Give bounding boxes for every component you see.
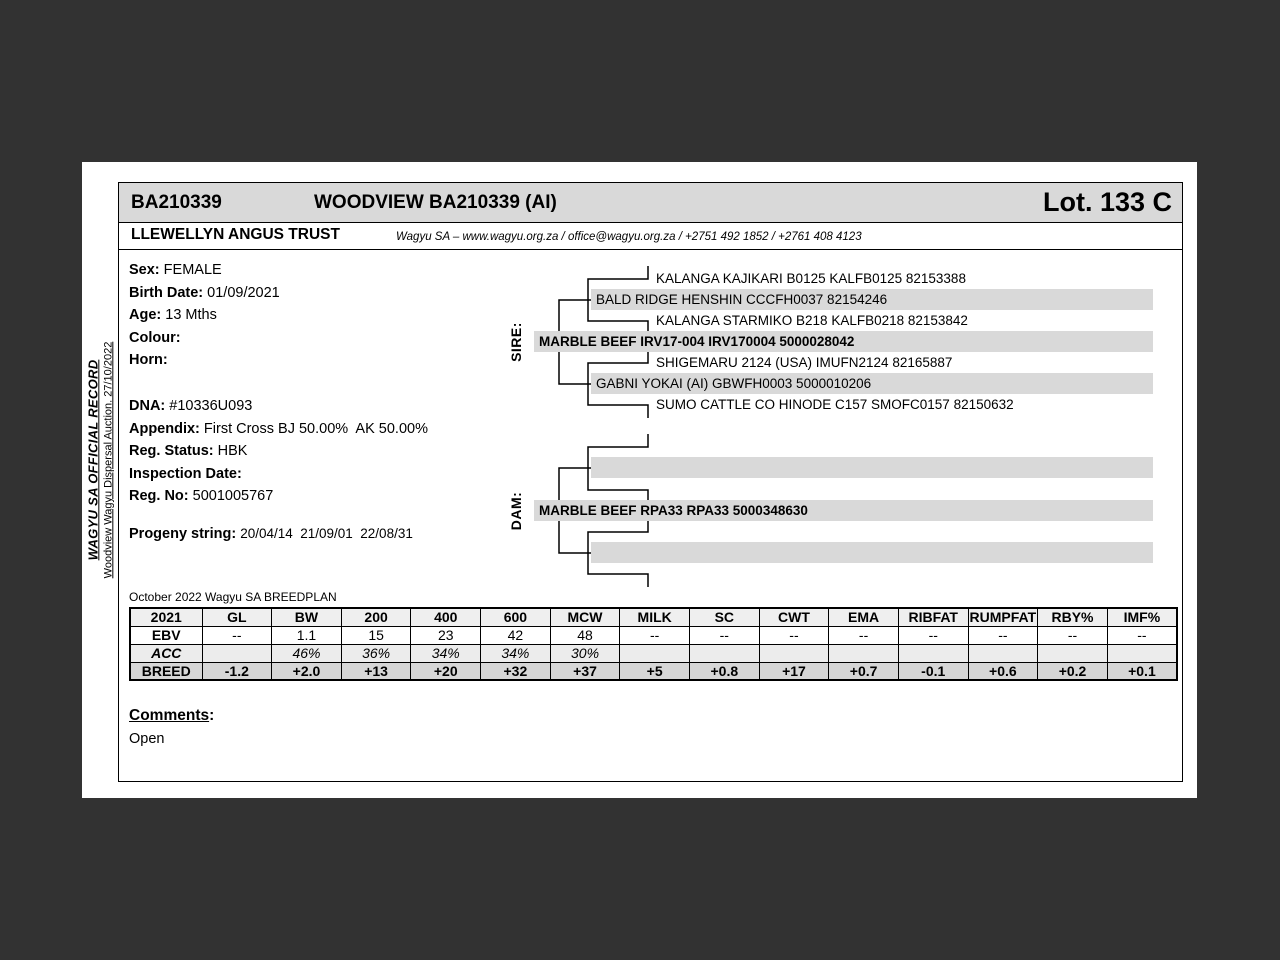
column-header: 600 [481, 608, 551, 626]
detail-line-age [129, 304, 529, 327]
table-cell: +32 [481, 662, 551, 680]
detail-line-regno [129, 485, 529, 508]
table-cell: +0.1 [1107, 662, 1177, 680]
breedplan-row-breed [130, 662, 1177, 680]
column-header: RBY% [1038, 608, 1108, 626]
sidebar-vertical-text [82, 162, 118, 758]
comments-heading [129, 707, 214, 725]
table-cell: 34% [411, 644, 481, 662]
breedplan-row-ebv [130, 626, 1177, 644]
table-cell [1107, 644, 1177, 662]
comments-colon: : [209, 707, 215, 724]
table-cell [968, 644, 1038, 662]
animal-id: BA210339 [131, 191, 222, 213]
table-cell: +2.0 [272, 662, 342, 680]
column-header: 400 [411, 608, 481, 626]
table-cell: +0.6 [968, 662, 1038, 680]
detail-label: Horn: [129, 352, 168, 369]
breedplan-row-acc [130, 644, 1177, 662]
details-spacer [129, 508, 529, 523]
breeder-name: LLEWELLYN ANGUS TRUST [131, 226, 340, 243]
detail-label: Reg. Status: [129, 443, 214, 460]
detail-label: Sex: [129, 262, 160, 278]
breedplan-table [129, 607, 1178, 681]
detail-value: FEMALE [163, 262, 222, 278]
org-contact: Wagyu SA – www.wagyu.org.za / office@wagyu.org.za / +2751 492 1852 / +2761 408 4123 [396, 231, 862, 243]
column-header: IMF% [1107, 608, 1177, 626]
detail-line-dna [129, 395, 529, 418]
sidebar-subtitle: Woodview Wagyu Dispersal Auction. 27/10/2022 [102, 341, 115, 579]
table-cell: -1.2 [202, 662, 272, 680]
detail-line-regstatus [129, 440, 529, 463]
column-header: BW [272, 608, 342, 626]
table-cell: +17 [759, 662, 829, 680]
detail-label: Inspection Date: [129, 465, 242, 482]
table-cell: -- [689, 626, 759, 644]
detail-line-progeny [129, 523, 529, 546]
table-cell: 34% [481, 644, 551, 662]
detail-label: DNA: [129, 397, 166, 414]
sire-label: SIRE: [508, 322, 524, 362]
column-header: 2021 [130, 608, 202, 626]
table-cell: +37 [550, 662, 620, 680]
detail-label: Appendix: [129, 420, 200, 437]
table-cell: -- [898, 626, 968, 644]
record-frame [118, 182, 1183, 782]
dam-granddam-bar [591, 542, 1153, 563]
details-panel [129, 259, 529, 546]
table-cell: 23 [411, 626, 481, 644]
details-spacer [129, 372, 529, 395]
column-header: SC [689, 608, 759, 626]
table-cell: -- [202, 626, 272, 644]
table-cell: +13 [341, 662, 411, 680]
table-cell [202, 644, 272, 662]
sire-great-grandsire-2: SHIGEMARU 2124 (USA) IMUFN2124 82165887 [656, 355, 953, 370]
table-cell: -- [620, 626, 690, 644]
breedplan-caption: October 2022 Wagyu SA BREEDPLAN [129, 590, 337, 604]
table-cell: ACC [130, 644, 202, 662]
comments-body: Open [129, 731, 165, 747]
detail-line-sex [129, 259, 529, 282]
detail-label: Age: [129, 307, 162, 324]
column-header: EMA [829, 608, 899, 626]
detail-value: HBK [217, 443, 248, 460]
dam-label: DAM: [508, 491, 524, 531]
record-page [82, 162, 1197, 798]
detail-value: 5001005767 [192, 488, 274, 505]
sire-great-grandsire-1: KALANGA KAJIKARI B0125 KALFB0125 82153388 [656, 271, 966, 286]
table-cell: +0.8 [689, 662, 759, 680]
table-cell: -- [829, 626, 899, 644]
detail-line-horn [129, 349, 529, 372]
table-cell: +0.2 [1038, 662, 1108, 680]
breeder-bar [119, 223, 1182, 250]
column-header: 200 [341, 608, 411, 626]
detail-value: #10336U093 [169, 397, 253, 414]
column-header: GL [202, 608, 272, 626]
lot-number: Lot. 133 C [1042, 187, 1172, 217]
table-cell: BREED [130, 662, 202, 680]
table-cell: -- [759, 626, 829, 644]
detail-line-birthdate [129, 282, 529, 305]
comments-heading-text: Comments [129, 707, 210, 724]
breedplan-row-hdr [130, 608, 1177, 626]
comments-section [129, 707, 214, 747]
table-cell [689, 644, 759, 662]
sire-bar: MARBLE BEEF IRV17-004 IRV170004 5000028042 [534, 331, 1153, 352]
detail-line-colour [129, 327, 529, 350]
table-cell: 30% [550, 644, 620, 662]
table-cell [759, 644, 829, 662]
column-header: MILK [620, 608, 690, 626]
table-cell [620, 644, 690, 662]
table-cell: -0.1 [898, 662, 968, 680]
table-cell: 36% [341, 644, 411, 662]
table-cell [1038, 644, 1108, 662]
detail-value: 20/04/14 21/09/01 22/08/31 [240, 525, 413, 541]
sire-great-granddam-1: KALANGA STARMIKO B218 KALFB0218 82153842 [656, 313, 968, 328]
sire-great-granddam-2: SUMO CATTLE CO HINODE C157 SMOFC0157 82150632 [656, 397, 1014, 412]
detail-line-inspection [129, 463, 529, 486]
table-cell: +0.7 [829, 662, 899, 680]
table-cell: 42 [481, 626, 551, 644]
table-cell: 15 [341, 626, 411, 644]
detail-label: Progeny string: [129, 525, 237, 542]
dam-grandsire-bar [591, 457, 1153, 478]
table-cell [829, 644, 899, 662]
dam-bar: MARBLE BEEF RPA33 RPA33 5000348630 [534, 500, 1153, 521]
table-cell: -- [1038, 626, 1108, 644]
detail-value: 01/09/2021 [207, 284, 280, 301]
table-cell: -- [1107, 626, 1177, 644]
table-cell: +20 [411, 662, 481, 680]
column-header: CWT [759, 608, 829, 626]
page-title: WOODVIEW BA210339 (AI) [314, 191, 557, 213]
table-cell [898, 644, 968, 662]
table-cell: 48 [550, 626, 620, 644]
sire-granddam-bar: GABNI YOKAI (AI) GBWFH0003 5000010206 [591, 373, 1153, 394]
sire-grandsire-bar: BALD RIDGE HENSHIN CCCFH0037 82154246 [591, 289, 1153, 310]
table-cell: 46% [272, 644, 342, 662]
detail-label: Birth Date: [129, 284, 204, 301]
table-cell: EBV [130, 626, 202, 644]
sidebar-inner [85, 342, 115, 579]
table-cell: -- [968, 626, 1038, 644]
record-content [119, 250, 1182, 779]
detail-line-appendix [129, 418, 529, 441]
detail-value: 13 Mths [165, 307, 217, 324]
detail-label: Reg. No: [129, 488, 189, 505]
sidebar-title: WAGYU SA OFFICIAL RECORD [85, 359, 101, 561]
column-header: RIBFAT [898, 608, 968, 626]
table-cell: 1.1 [272, 626, 342, 644]
detail-value: First Cross BJ 50.00% AK 50.00% [203, 420, 428, 437]
column-header: RUMPFAT [969, 609, 1037, 626]
table-cell: +5 [620, 662, 690, 680]
column-header: MCW [550, 608, 620, 626]
detail-label: Colour: [129, 329, 181, 346]
header-bar [119, 183, 1182, 223]
